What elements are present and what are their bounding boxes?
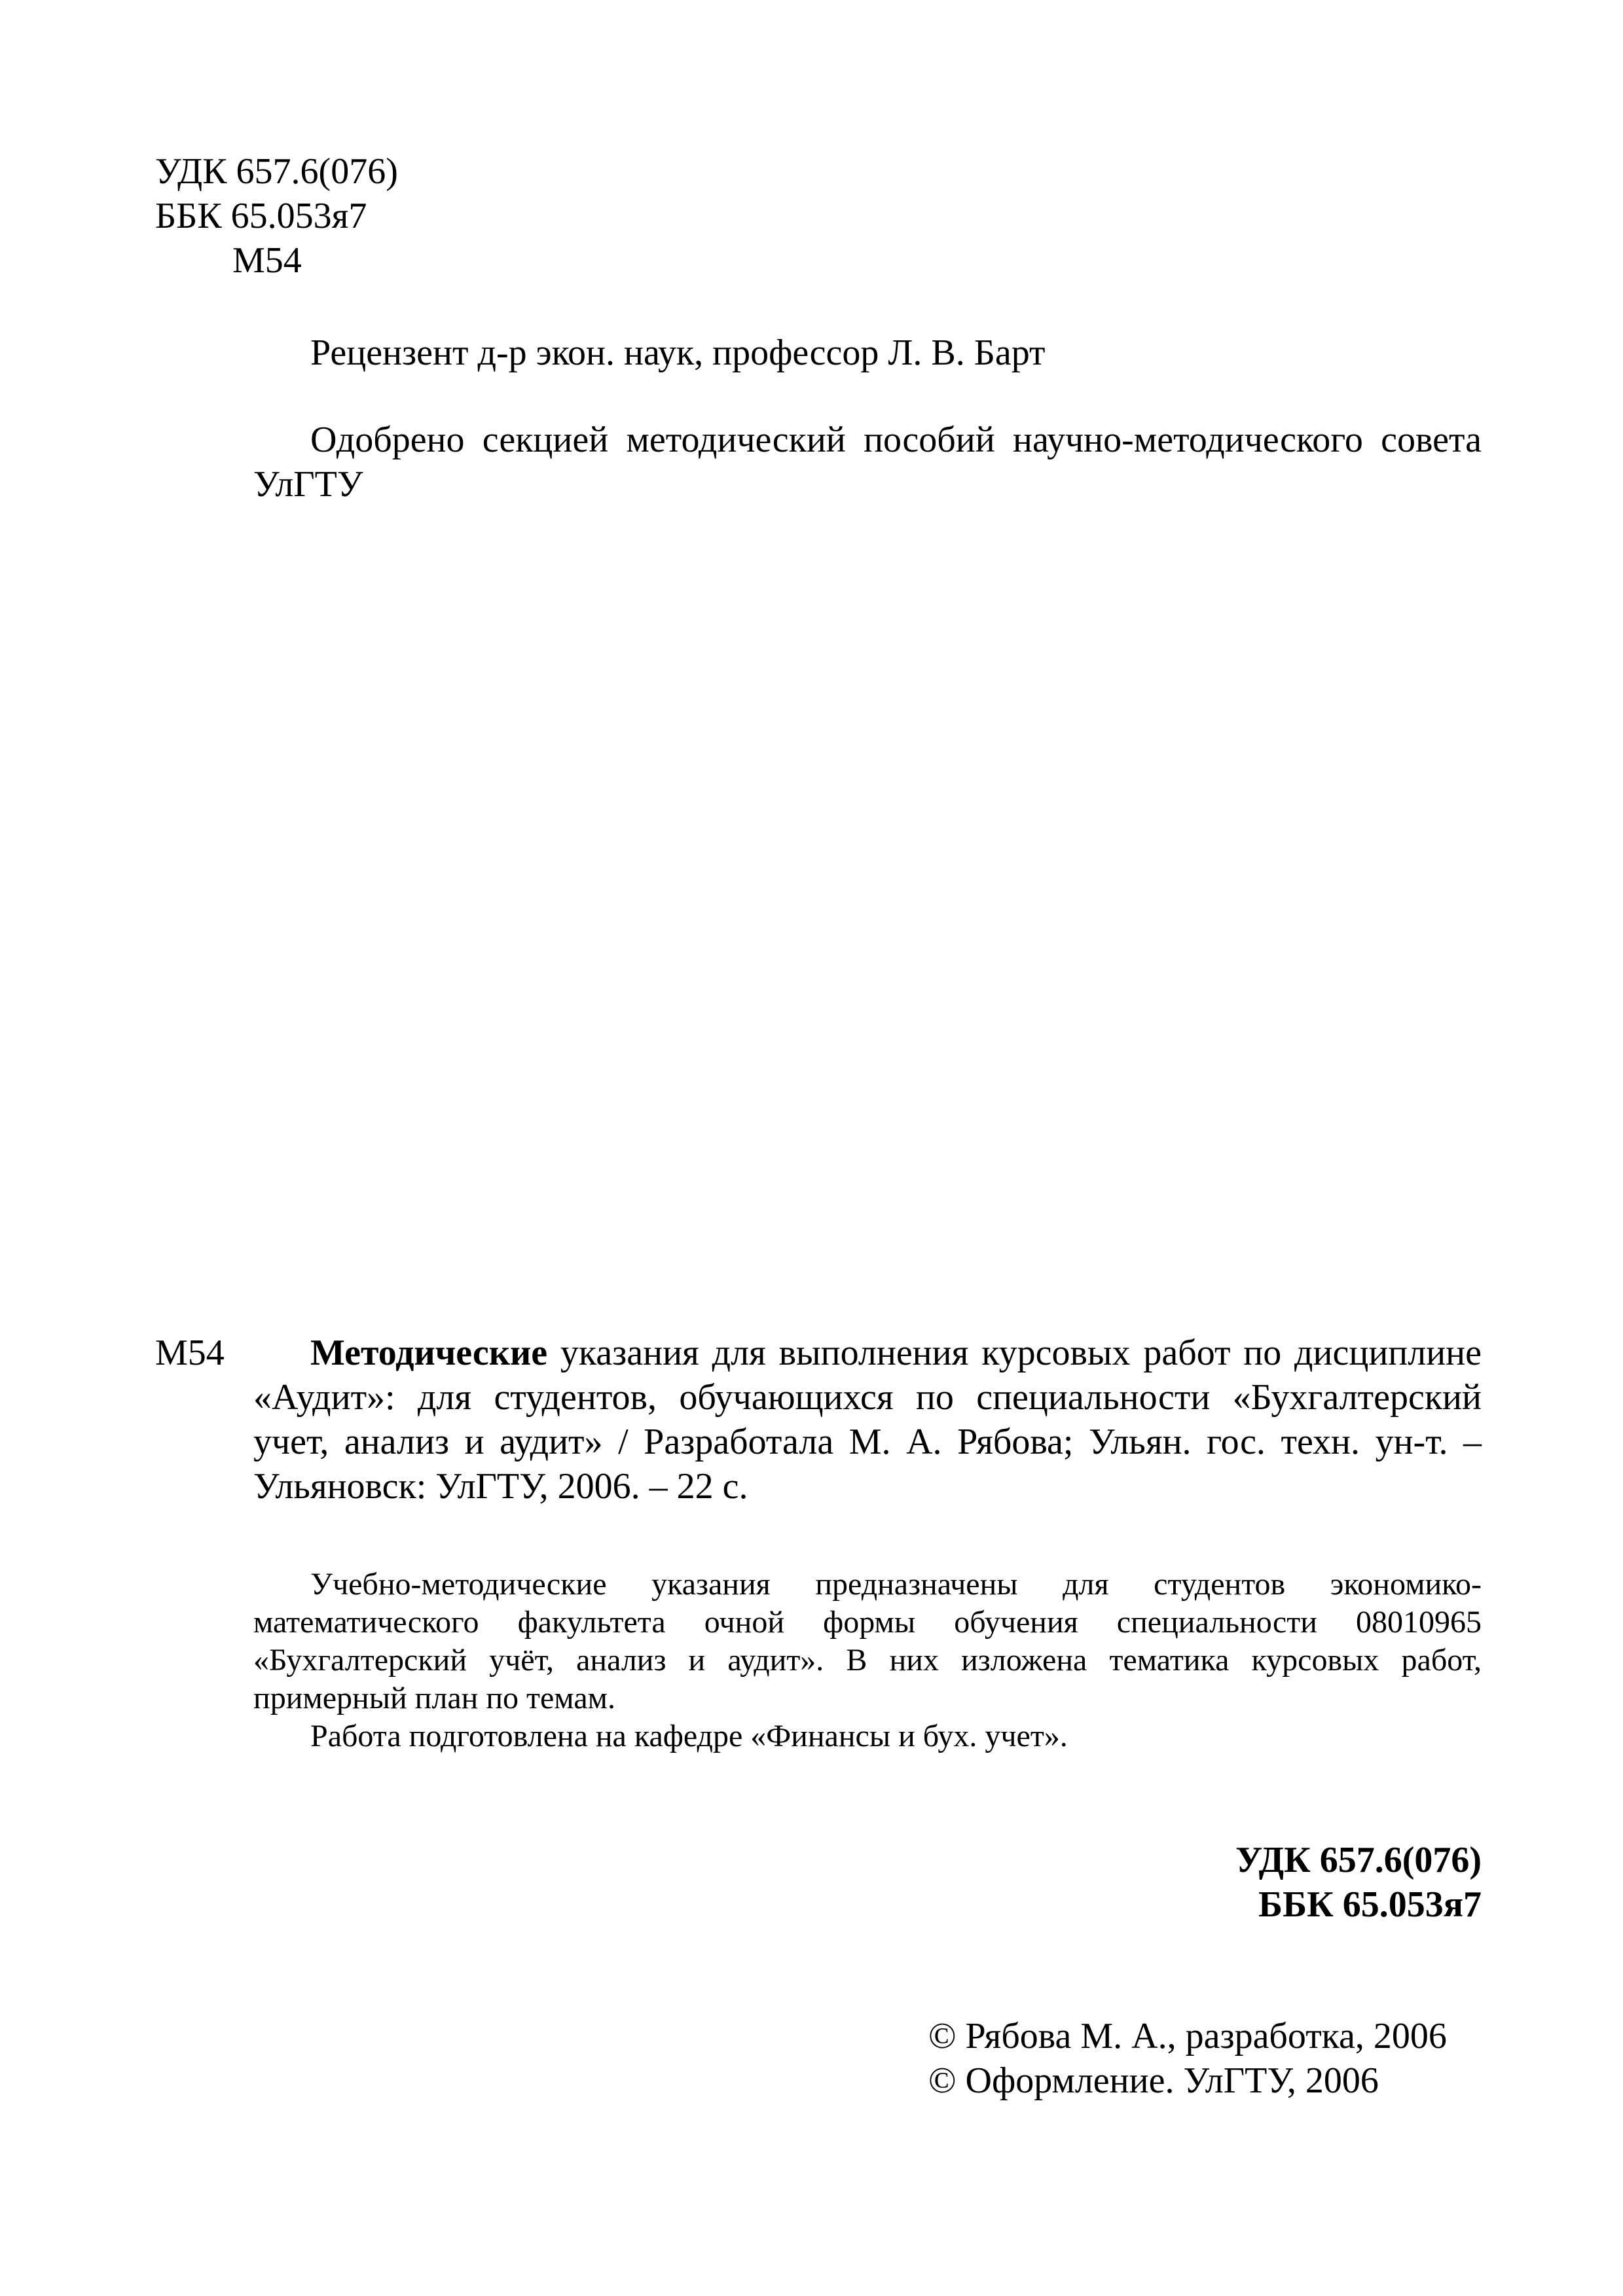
copyright-line: © Оформление. УлГТУ, 2006 — [928, 2060, 1379, 2101]
bibliographic-title: Методические — [310, 1333, 548, 1373]
abstract-paragraph: Работа подготовлена на кафедре «Финансы и бух. учет». — [310, 1719, 1068, 1753]
classification-codes-bottom — [1235, 1838, 1482, 1927]
udk-code: УДК 657.6(076) — [155, 151, 398, 192]
bbk-code: ББК 65.053я7 — [1258, 1884, 1482, 1925]
reviewer-line: Рецензент д-р экон. наук, профессор Л. В. Барт — [310, 332, 1046, 373]
abstract-paragraph: Учебно-методические указания предназначены для студентов экономико-математического факультета очной формы обучения специальности 08010965 «Бухгалтерский учёт, анализ и аудит». В них изложена тематика курсовых работ, примерный план по темам. — [253, 1567, 1482, 1715]
abstract — [253, 1566, 1482, 1755]
cutter-code: М54 — [232, 240, 302, 281]
approval-note: Одобрено секцией методический пособий научно-методического совета УлГТУ — [253, 420, 1482, 505]
bibliographic-description — [253, 1331, 1482, 1509]
bibliographic-text: указания для выполнения курсовых работ по дисциплине «Аудит»: для студентов, обучающихся по специальности «Бухгалтерский учет, анализ и аудит» / Разработала М. А. Рябова; Ульян. гос. техн. ун-т. – Ульяновск: УлГТУ, 2006. – 22 с. — [253, 1333, 1482, 1507]
copyright-notice — [928, 2014, 1447, 2103]
bbk-code: ББК 65.053я7 — [155, 196, 367, 236]
bibliographic-cutter: М54 — [155, 1333, 225, 1373]
udk-code: УДК 657.6(076) — [1235, 1840, 1482, 1880]
classification-codes-top — [155, 149, 398, 283]
copyright-line: © Рябова М. А., разработка, 2006 — [928, 2016, 1447, 2056]
